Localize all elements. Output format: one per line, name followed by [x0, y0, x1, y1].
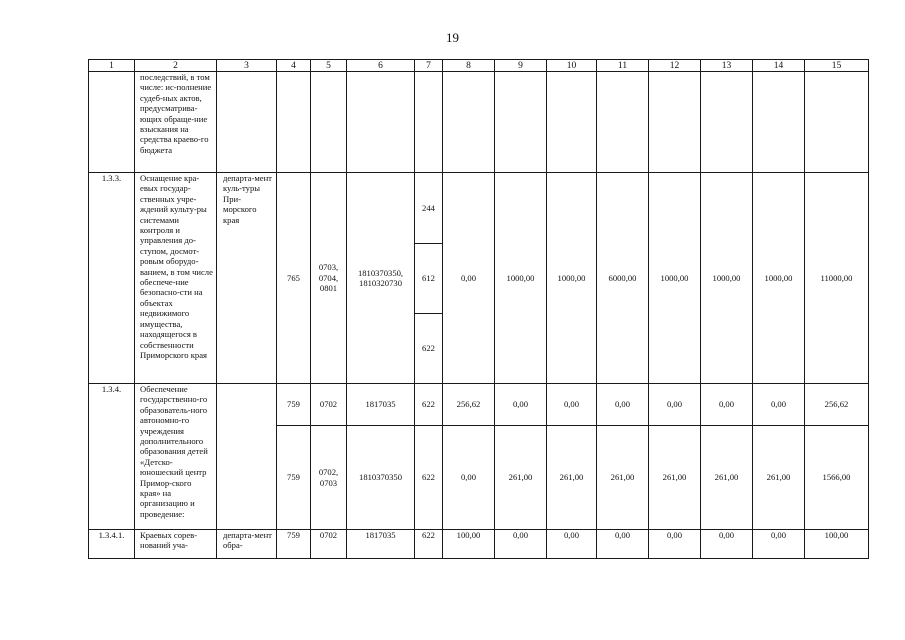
- cell-col6: 1817035: [347, 530, 415, 559]
- cell-col11: 0,00: [597, 384, 649, 426]
- col-header: 10: [547, 60, 597, 72]
- col-header: 13: [701, 60, 753, 72]
- cell-col8: 100,00: [443, 530, 495, 559]
- cell-col14: 0,00: [753, 530, 805, 559]
- cell-col12: 261,00: [649, 426, 701, 530]
- cell-col11: 0,00: [597, 530, 649, 559]
- cell-col12: 0,00: [649, 384, 701, 426]
- item-executor: [217, 384, 277, 530]
- col-header: 4: [277, 60, 311, 72]
- col-header: 11: [597, 60, 649, 72]
- item-description: Обеспечение государственно-го образователь-ного автономно-го учреждения дополнительного образования детей «Детско-юношеский центр Примор-ского края» на организацию и проведение:: [135, 384, 217, 530]
- cell-col10: 261,00: [547, 426, 597, 530]
- cell-col13: 261,00: [701, 426, 753, 530]
- cell-col7: 244: [415, 173, 443, 244]
- col-header: 15: [805, 60, 869, 72]
- cell-col14: 1000,00: [753, 173, 805, 384]
- col-header: 6: [347, 60, 415, 72]
- item-code: 1.3.4.1.: [89, 530, 135, 559]
- cell-col15: 11000,00: [805, 173, 869, 384]
- item-description: Оснащение кра-евых государ-ственных учре-ждений культу-ры системами контроля и управления до-ступом, досмот-ровым оборудо-ванием, в том числе обеспече-ние безопасно-сти на объектах недвижимого имущества, находящегося в собственности Приморского края: [135, 173, 217, 384]
- col-header: 5: [311, 60, 347, 72]
- table-row: [89, 384, 869, 426]
- cell-col12: 0,00: [649, 530, 701, 559]
- col-header: 1: [89, 60, 135, 72]
- cell-col15: 1566,00: [805, 426, 869, 530]
- item-code: [89, 72, 135, 173]
- cell-col7: 622: [415, 426, 443, 530]
- cell-col4: 765: [277, 173, 311, 384]
- col-header: 12: [649, 60, 701, 72]
- cell-col6: 1817035: [347, 384, 415, 426]
- item-description: последствий, в том числе: ис-полнение судеб-ных актов, предусматрива-ющих обраще-ние взыскания на средства краево-го бюджета: [135, 72, 217, 173]
- cell-col9: 261,00: [495, 426, 547, 530]
- cell-col15: 256,62: [805, 384, 869, 426]
- cell-col15: 100,00: [805, 530, 869, 559]
- cell-col5: 0702: [311, 384, 347, 426]
- cell-col4: 759: [277, 426, 311, 530]
- column-number-row: [89, 60, 869, 72]
- cell-col10: 0,00: [547, 530, 597, 559]
- table-row: [89, 173, 869, 244]
- item-executor: департа-мент обра-: [217, 530, 277, 559]
- cell-col5: 0702: [311, 530, 347, 559]
- item-description: Краевых сорев-нований уча-: [135, 530, 217, 559]
- cell-col13: 0,00: [701, 530, 753, 559]
- col-header: 9: [495, 60, 547, 72]
- cell-col11: 261,00: [597, 426, 649, 530]
- col-header: 3: [217, 60, 277, 72]
- col-header: 2: [135, 60, 217, 72]
- item-code: 1.3.4.: [89, 384, 135, 530]
- cell-col10: 0,00: [547, 384, 597, 426]
- cell-col7: 622: [415, 314, 443, 384]
- cell-col14: 261,00: [753, 426, 805, 530]
- cell-col7: 622: [415, 384, 443, 426]
- cell-col8: 256,62: [443, 384, 495, 426]
- item-executor: департа-мент куль-туры При-морского края: [217, 173, 277, 384]
- cell-col14: 0,00: [753, 384, 805, 426]
- cell-col9: 1000,00: [495, 173, 547, 384]
- cell-col8: 0,00: [443, 173, 495, 384]
- cell-col5: 0703, 0704, 0801: [311, 173, 347, 384]
- cell-col13: 0,00: [701, 384, 753, 426]
- cell-col6: 1810370350: [347, 426, 415, 530]
- cell-col7: 622: [415, 530, 443, 559]
- col-header: 7: [415, 60, 443, 72]
- table-row: [89, 72, 869, 173]
- cell-col11: 6000,00: [597, 173, 649, 384]
- cell-col4: 759: [277, 384, 311, 426]
- budget-table: [88, 59, 869, 559]
- cell-col4: 759: [277, 530, 311, 559]
- cell-col12: 1000,00: [649, 173, 701, 384]
- table-row: [89, 530, 869, 559]
- page-number: 19: [446, 30, 459, 45]
- col-header: 8: [443, 60, 495, 72]
- cell-col5: 0702, 0703: [311, 426, 347, 530]
- cell-col6: 1810370350, 1810320730: [347, 173, 415, 384]
- item-code: 1.3.3.: [89, 173, 135, 384]
- cell-col9: 0,00: [495, 530, 547, 559]
- cell-col13: 1000,00: [701, 173, 753, 384]
- cell-col7: 612: [415, 244, 443, 314]
- cell-col9: 0,00: [495, 384, 547, 426]
- col-header: 14: [753, 60, 805, 72]
- cell-col8: 0,00: [443, 426, 495, 530]
- cell-col10: 1000,00: [547, 173, 597, 384]
